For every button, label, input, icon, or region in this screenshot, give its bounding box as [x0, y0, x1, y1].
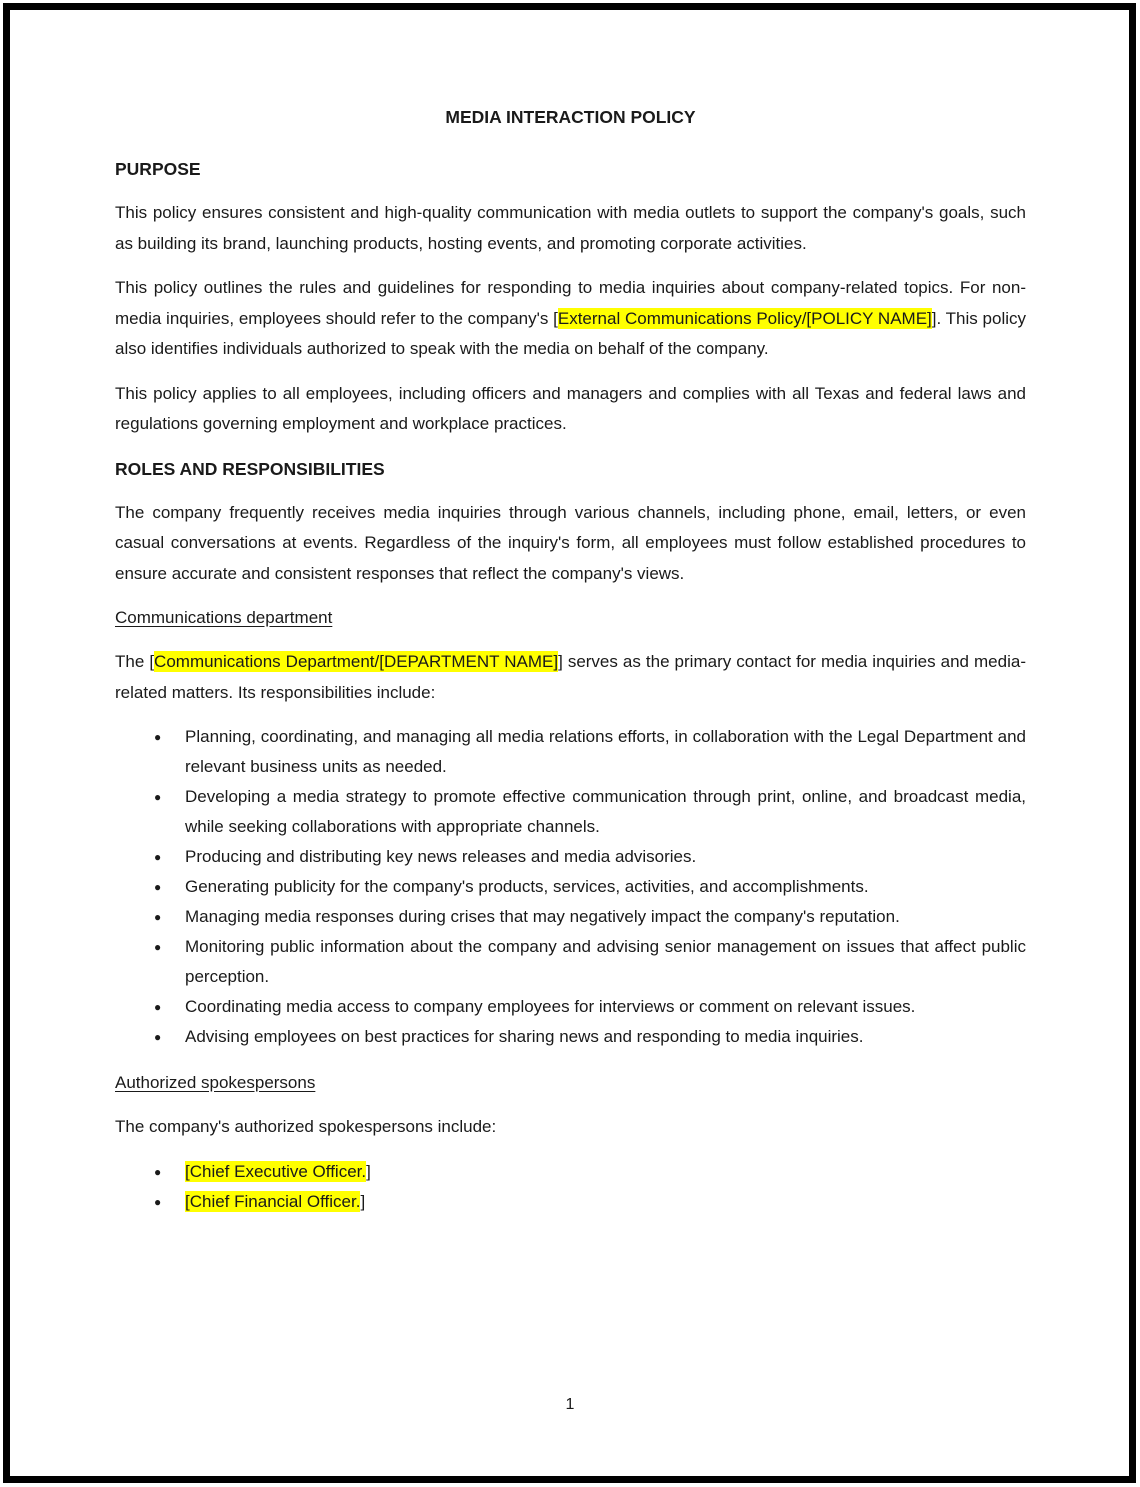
list-item [115, 782, 1026, 842]
highlighted-placeholder-ceo: [Chief Executive Officer. [185, 1161, 367, 1181]
paragraph-comms-dept-intro [115, 647, 1026, 708]
page-number: 1 [565, 1396, 575, 1413]
bullet-icon: ● [154, 1164, 162, 1179]
list-item-text [185, 1157, 1026, 1187]
page-footer [0, 1395, 1140, 1415]
list-item [115, 902, 1026, 932]
paragraph-purpose-3: This policy applies to all employees, including officers and managers and complies with all Texas and federal laws and regulations governing employment and workplace practices. [115, 383, 1026, 433]
paragraph-spokespersons-intro: The company's authorized spokespersons include: [115, 1117, 497, 1136]
list-item-text: Generating publicity for the company's products, services, activities, and accomplishments. [185, 877, 869, 896]
responsibilities-list [115, 722, 1026, 1052]
bullet-icon: ● [154, 1194, 162, 1209]
list-item [115, 932, 1026, 992]
bullet-icon: ● [154, 850, 162, 864]
heading-roles-responsibilities: ROLES AND RESPONSIBILITIES [115, 458, 385, 479]
list-item-text: Producing and distributing key news releases and media advisories. [185, 847, 697, 866]
list-item [115, 992, 1026, 1022]
paragraph-purpose-1: This policy ensures consistent and high-quality communication with media outlets to support the company's goals, such as building its brand, launching products, hosting events, and promoting corporate activities. [115, 203, 1026, 253]
paragraph-text: ]. This policy also identifies individuals authorized to speak with the media on behalf of the company. [115, 308, 1027, 358]
list-item [115, 842, 1026, 872]
subheading-authorized-spokespersons: Authorized spokespersons [115, 1073, 316, 1092]
spokespersons-list [115, 1157, 1026, 1217]
list-item-text-plain: ] [366, 1161, 371, 1181]
list-item-text: Managing media responses during crises that may negatively impact the company's reputation. [185, 907, 900, 926]
highlighted-placeholder-policy-name: External Communications Policy/[POLICY NAME] [557, 308, 932, 328]
bullet-icon: ● [154, 940, 162, 954]
bullet-icon: ● [154, 910, 162, 924]
bullet-icon: ● [154, 790, 162, 804]
paragraph-text: ] serves as the primary contact for media inquiries and media-related matters. Its responsibilities include: [115, 652, 1026, 702]
list-item [115, 1157, 1026, 1187]
document-title: MEDIA INTERACTION POLICY [445, 107, 696, 127]
list-item [115, 1187, 1026, 1217]
list-item-text: Planning, coordinating, and managing all media relations efforts, in collaboration with the Legal Department and relevant business units as needed. [185, 727, 1026, 776]
list-item-text: Advising employees on best practices for sharing news and responding to media inquiries. [185, 1027, 864, 1046]
paragraph-roles-intro: The company frequently receives media inquiries through various channels, including phone, email, letters, or even casual conversations at events. Regardless of the inquiry's form, all employees must follow established procedures to ensure accurate and consistent responses that reflect the company's views. [115, 502, 1026, 583]
subheading-communications-department: Communications department [115, 608, 333, 627]
bullet-icon: ● [154, 730, 162, 744]
paragraph-text: This policy outlines the rules and guidelines for responding to media inquiries about company-related topics. For non-media inquiries, employees should refer to the company's [ [115, 278, 1026, 328]
bullet-icon: ● [154, 1000, 162, 1014]
list-item-text-plain: ] [360, 1191, 366, 1211]
list-item-text: Developing a media strategy to promote effective communication through print, online, and broadcast media, while seeking collaborations with appropriate channels. [185, 787, 1026, 836]
heading-purpose: PURPOSE [115, 159, 201, 179]
bullet-icon: ● [154, 880, 162, 894]
highlighted-placeholder-department-name: Communications Department/[DEPARTMENT NAME] [154, 652, 559, 671]
list-item-text [185, 1187, 1026, 1217]
list-item-text: Monitoring public information about the company and advising senior management on issues that affect public perception. [185, 937, 1026, 986]
highlighted-placeholder-cfo: [Chief Financial Officer. [185, 1191, 361, 1211]
list-item-text: Coordinating media access to company employees for interviews or comment on relevant issues. [185, 997, 916, 1016]
list-item [115, 872, 1026, 902]
bullet-icon: ● [154, 1030, 162, 1044]
paragraph-purpose-2 [115, 273, 1026, 365]
document-content [115, 106, 1026, 1233]
list-item [115, 722, 1026, 782]
list-item [115, 1022, 1026, 1052]
paragraph-text: The [ [115, 652, 155, 671]
